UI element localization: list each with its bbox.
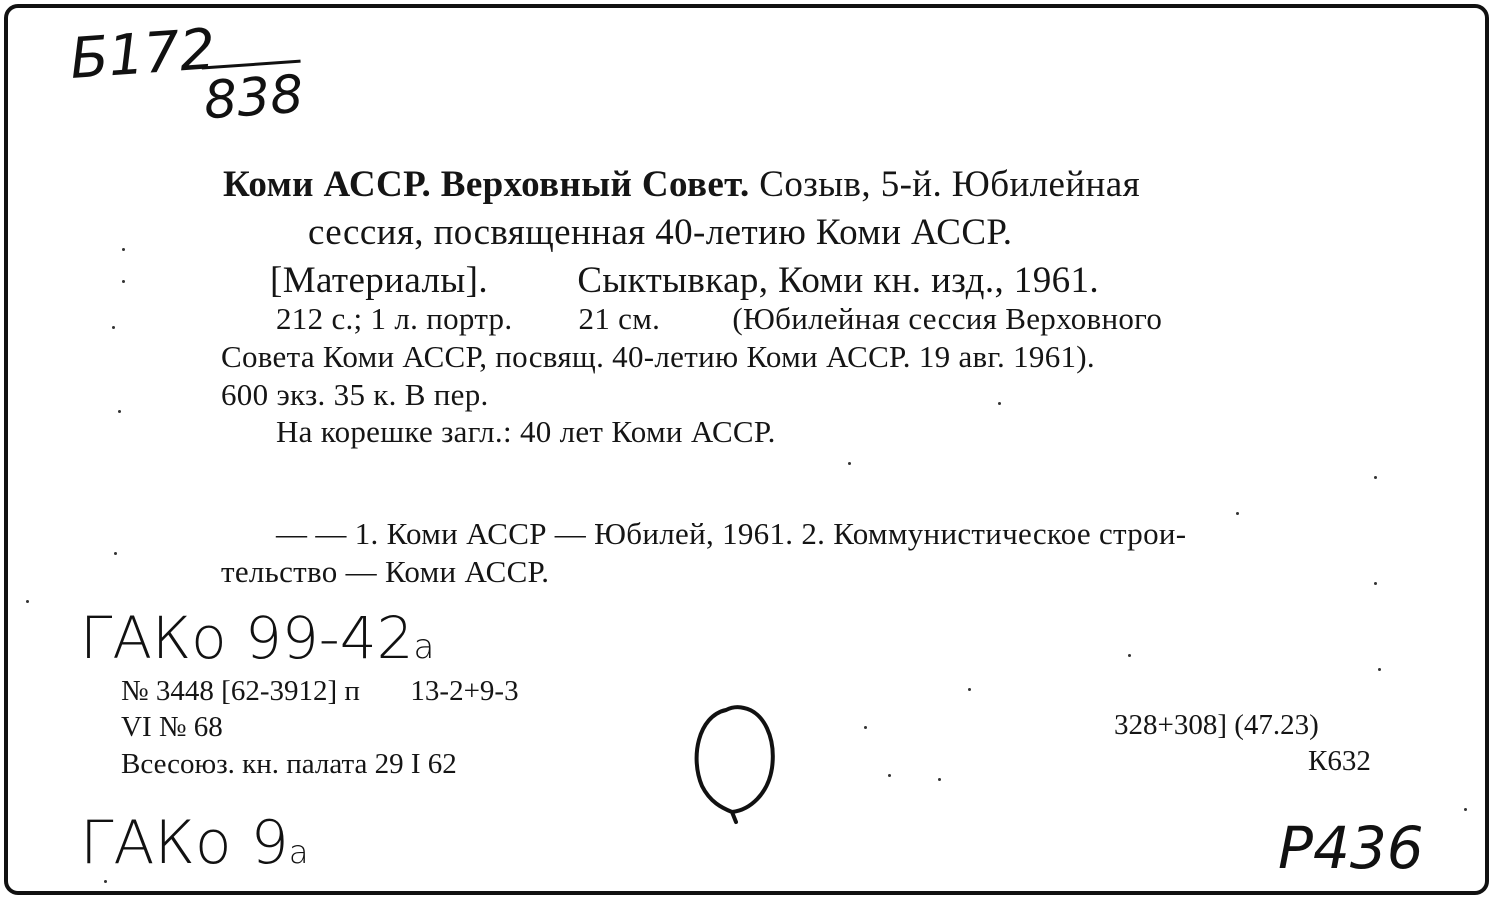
- scan-speck: [122, 280, 125, 283]
- collation-line-2: Совета Коми АССР, посвящ. 40-летию Коми АССР. 19 авг. 1961).: [221, 339, 1095, 374]
- archive-mark-1-text: ГАКо 99-42: [80, 604, 414, 672]
- scan-speck: [998, 402, 1001, 405]
- collation-line: [276, 301, 1162, 337]
- corporate-author: Коми АССР. Верховный Совет.: [223, 164, 750, 205]
- book-chamber-line: Всесоюз. кн. палата 29 I 62: [121, 748, 457, 780]
- handwritten-archive-mark-1: [80, 604, 434, 672]
- scan-speck: [1128, 654, 1131, 657]
- imprint: Сыктывкар, Коми кн. изд., 1961.: [577, 260, 1100, 301]
- handwritten-call-number: [68, 17, 217, 92]
- subject-tracing-line-2: тельство — Коми АССР.: [221, 554, 550, 589]
- dimensions: 21 см.: [578, 301, 661, 336]
- punch-hole-outline: [688, 698, 798, 838]
- scan-speck: [968, 688, 971, 691]
- scan-speck: [864, 726, 867, 729]
- scan-speck: [118, 410, 121, 413]
- subject-tracing-line-1: — — 1. Коми АССР — Юбилей, 1961. 2. Коммунистическое строи-: [276, 516, 1187, 551]
- edition-line: 600 экз. 35 к. В пер.: [221, 377, 489, 412]
- registration-number-line: [121, 675, 519, 708]
- convocation-text: Созыв, 5-й. Юбилейная: [759, 164, 1140, 205]
- scan-speck: [938, 778, 941, 781]
- bottom-right-mark-text: Р436: [1278, 814, 1424, 882]
- spine-title-note: На корешке загл.: 40 лет Коми АССР.: [276, 414, 776, 449]
- entry-heading-line: [223, 163, 1140, 206]
- vi-number-line: VI № 68: [121, 711, 223, 743]
- entry-title-line-3: [270, 259, 1099, 302]
- call-number-main: Б172: [67, 17, 218, 92]
- scan-speck: [26, 600, 29, 603]
- materials-bracket: [Материалы].: [270, 260, 489, 301]
- call-number-sub-digits: 838: [202, 60, 306, 132]
- handwritten-archive-mark-2: [80, 808, 308, 878]
- scan-speck: [1374, 582, 1377, 585]
- archive-mark-2-suffix: а: [288, 833, 309, 871]
- scan-speck: [122, 248, 125, 251]
- pagination: 212 с.; 1 л. портр.: [276, 301, 513, 336]
- handwritten-call-number-sub: [202, 65, 305, 132]
- classification-index: 328+308] (47.23): [1114, 709, 1319, 741]
- archive-mark-2-text: ГАКо 9: [80, 808, 289, 878]
- scan-speck: [1374, 476, 1377, 479]
- scan-speck: [1464, 808, 1467, 811]
- scan-speck: [848, 462, 851, 465]
- author-mark: К632: [1308, 745, 1371, 777]
- print-code: 13-2+9-3: [410, 675, 519, 707]
- scan-speck: [888, 774, 891, 777]
- catalog-card: [4, 4, 1489, 895]
- archive-mark-1-suffix: а: [413, 627, 435, 667]
- scan-speck: [1236, 512, 1239, 515]
- series-note: (Юбилейная сессия Верховного: [732, 301, 1163, 336]
- entry-title-line-2: сессия, посвященная 40-летию Коми АССР.: [308, 212, 1013, 253]
- scan-speck: [1378, 668, 1381, 671]
- handwritten-bottom-right-mark: [1278, 814, 1424, 882]
- scan-speck: [112, 326, 115, 329]
- scan-speck: [114, 552, 117, 555]
- registration-number: № 3448 [62-3912] п: [121, 675, 360, 707]
- scan-speck: [104, 880, 107, 883]
